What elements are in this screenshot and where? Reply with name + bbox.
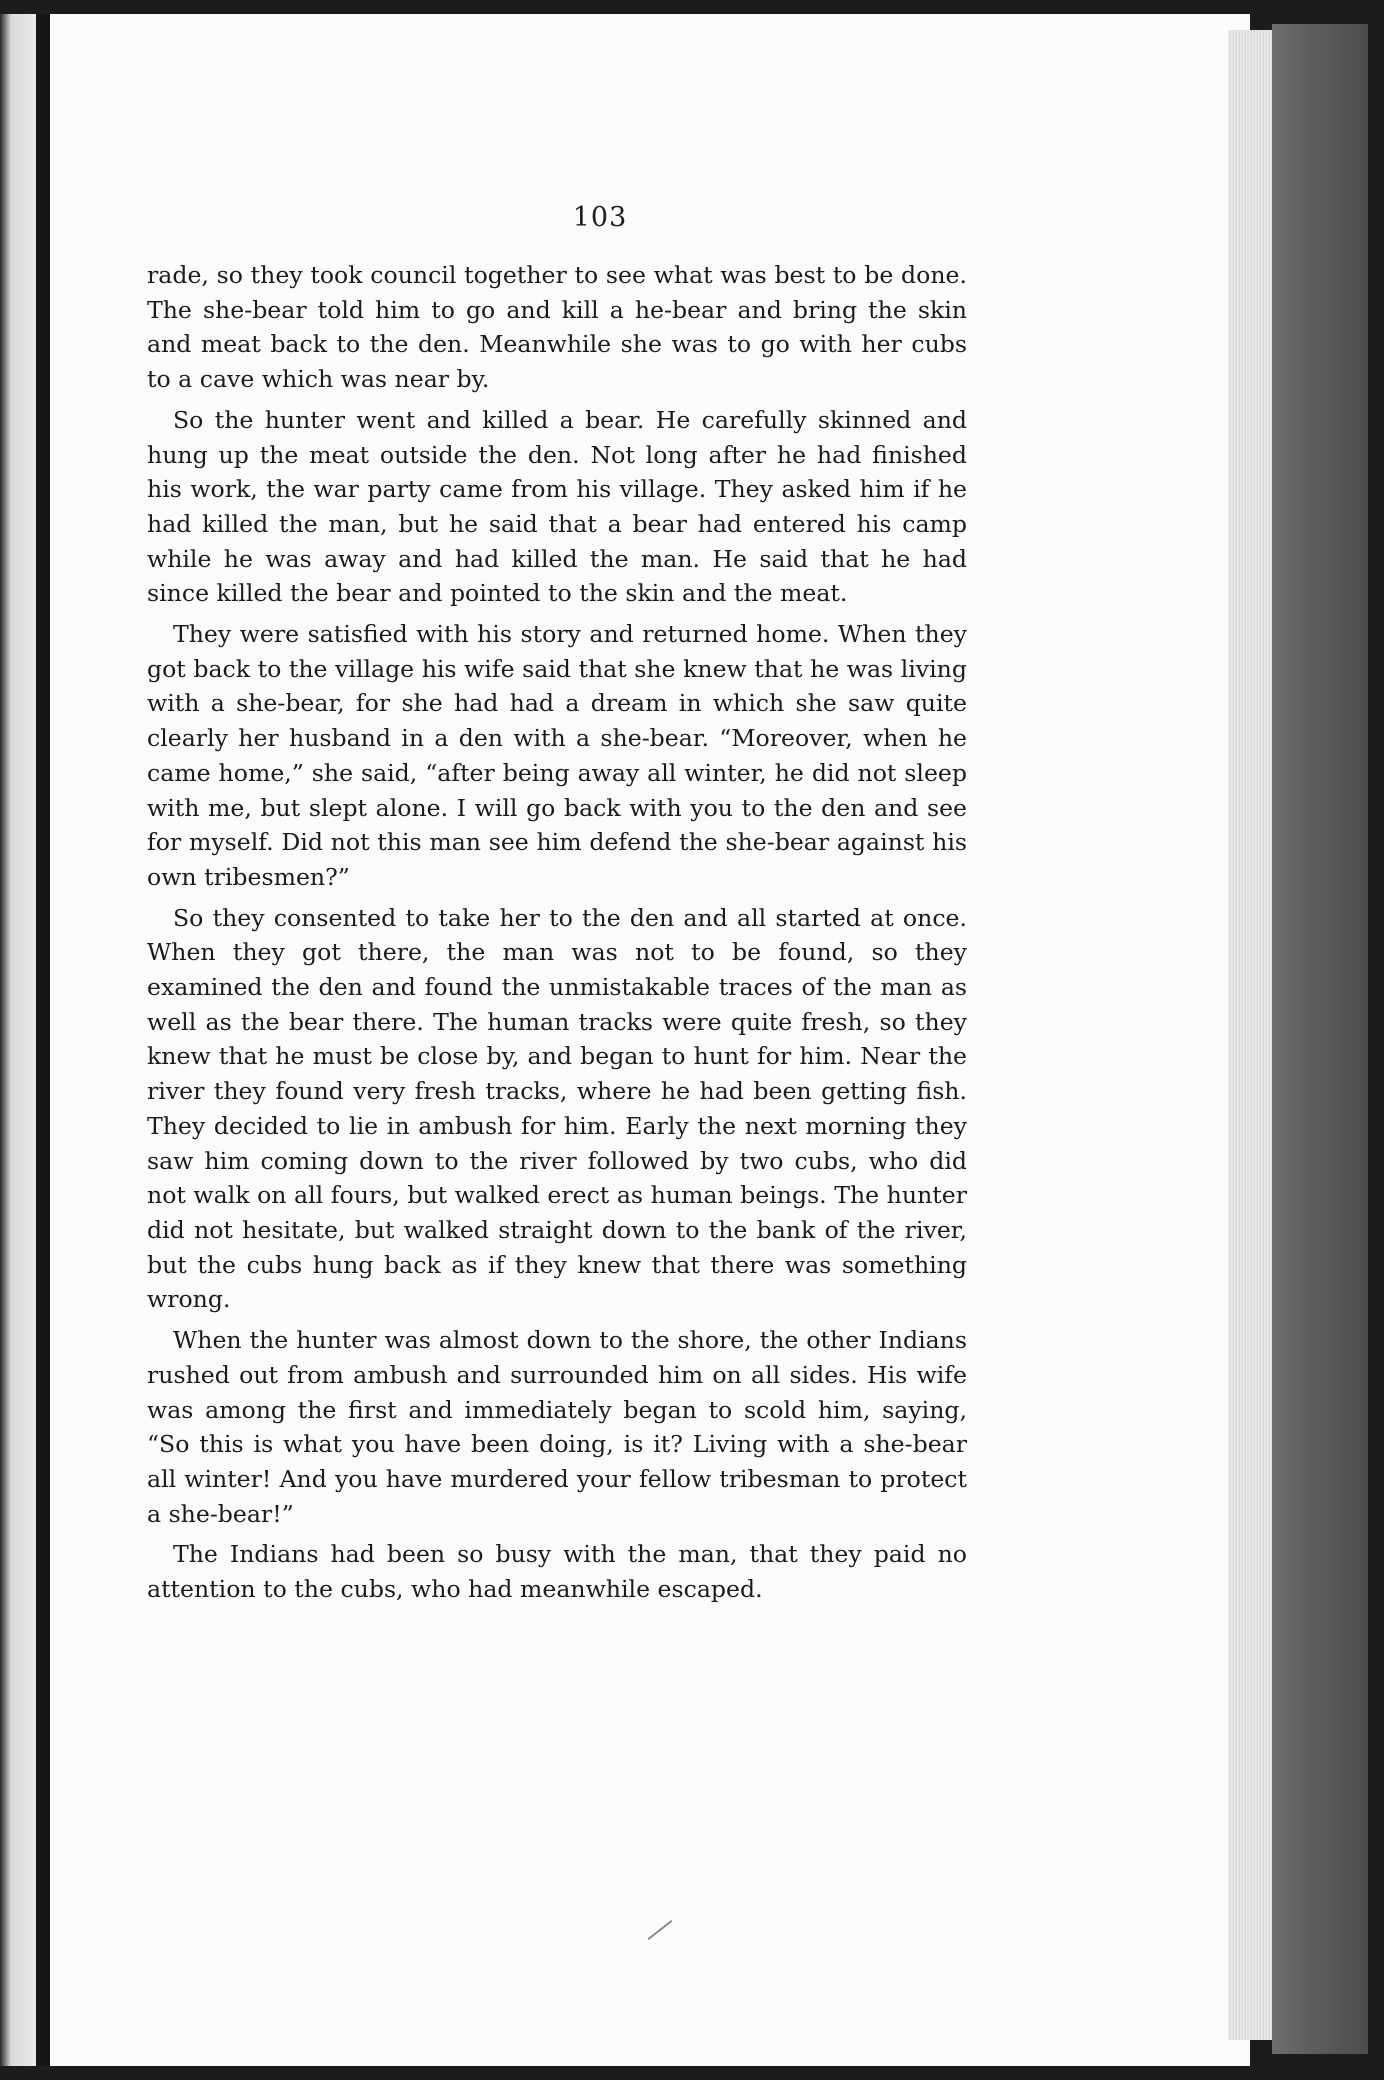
previous-page-edge <box>0 14 36 2066</box>
paragraph-6: The Indians had been so busy with the man, that they paid no attention to the cubs, who had meanwhile escaped. <box>147 1540 967 1604</box>
page-stack-edge <box>1228 30 1272 2040</box>
paragraph-1: rade, so they took council together to see what was best to be done. The she-bear told him to go and kill a he-bear and bring the skin and meat back to the den. Meanwhile she was to go with her cubs to a cave which was near by. <box>147 261 967 394</box>
paragraph-5: When the hunter was almost down to the shore, the other Indians rushed out from ambush and surrounded him on all sides. His wife was among the first and immediately began to scold him, saying, “So this is what you have been doing, is it? Living with a she-bear all winter! And you have murdered your fellow tribesman to protect a she-bear!” <box>147 1326 967 1528</box>
page-body <box>147 258 967 1613</box>
page-number: 103 <box>572 202 628 233</box>
pencil-mark <box>648 1920 673 1940</box>
book-cover-board <box>1272 24 1368 2054</box>
paragraph-2: So the hunter went and killed a bear. He carefully skinned and hung up the meat outside the den. Not long after he had finished his work, the war party came from his village. They asked him if he had killed the man, but he said that a bear had entered his camp while he was away and had killed the man. He said that he had since killed the bear and pointed to the skin and the meat. <box>147 405 967 608</box>
book-gutter <box>36 14 50 2066</box>
paragraph-3: They were satisfied with his story and returned home. When they got back to the village his wife said that she knew that he was living with a she-bear, for she had had a dream in which she saw quite clearly her husband in a den with a she-bear. “Moreover, when he came home,” she said, “after being away all winter, he did not sleep with me, but slept alone. I will go back with you to the den and see for myself. Did not this man see him defend the she-bear against his own tribesmen?” <box>147 620 967 891</box>
book-page <box>50 14 1250 2066</box>
paragraph-4: So they consented to take her to the den and all started at once. When they got there, the man was not to be found, so they examined the den and found the unmistakable traces of the man as well as the bear there. The human tracks were quite fresh, so they knew that he must be close by, and began to hunt for him. Near the river they found very fresh tracks, where he had been getting fish. They decided to lie in ambush for him. Early the next morning they saw him coming down to the river followed by two cubs, who did not walk on all fours, but walked erect as human beings. The hunter did not hesitate, but walked straight down to the bank of the river, but the cubs hung back as if they knew that there was something wrong. <box>147 903 967 1314</box>
